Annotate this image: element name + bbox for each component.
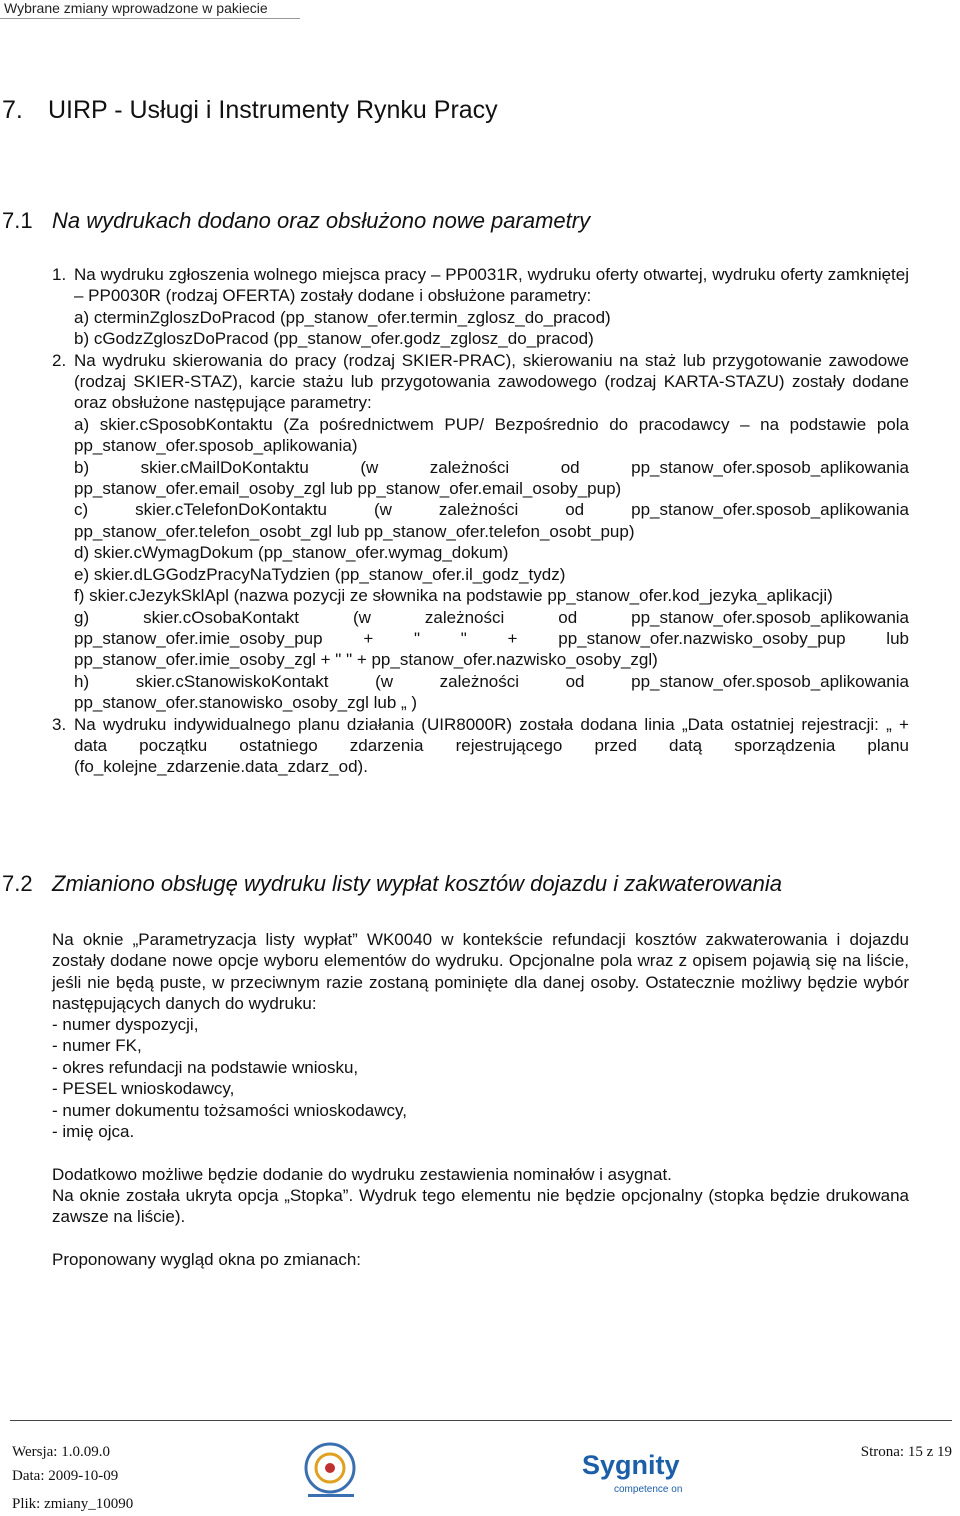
extra-paragraph-1: Dodatkowo możliwe będzie dodanie do wydruku zestawienia nominałów i asygnat. <box>52 1165 672 1184</box>
footer-page-number: Strona: 15 z 19 <box>860 1444 952 1460</box>
section-number: 7.1 <box>2 208 33 233</box>
list-item: - okres refundacji na podstawie wniosku, <box>52 1057 359 1077</box>
header-text: Wybrane zmiany wprowadzone w pakiecie <box>4 0 268 16</box>
section-7-1-body <box>0 264 960 778</box>
header-rule <box>0 18 300 19</box>
section-title: Na wydrukach dodano oraz obsłużono nowe parametry <box>52 208 591 233</box>
param-b: b) cGodzZgloszDoPracod (pp_stanow_ofer.godz_zglosz_do_pracod) <box>74 329 594 349</box>
item-text: Na wydruku indywidualnego planu działania (UIR8000R) została dodana linia „Data ostatniej rejestracji: „ + data początku ostatniego zdarzenia rejestrującego przed datą sporządzenia planu (fo_kolejne_zdarzenie.data_zdarz_od). <box>74 714 909 777</box>
options-list <box>52 1014 909 1142</box>
footer-date: Data: 2009-10-09 <box>12 1468 119 1484</box>
param-b: b) skier.cMailDoKontaktu (w zależności od pp_stanow_ofer.sposob_aplikowania pp_stanow_ofer.email_osoby_zgl lub pp_stanow_ofer.email_osoby_pup) <box>74 457 909 499</box>
param-e: e) skier.dLGGodzPracyNaTydzien (pp_stanow_ofer.il_godz_tydz) <box>74 564 566 584</box>
sygnity-logo-icon <box>578 1442 708 1502</box>
param-g: g) skier.cOsobaKontakt (w zależności od pp_stanow_ofer.sposob_aplikowania pp_stanow_ofer.imie_osoby_pup + " " + pp_stanow_ofer.nazwisko_osoby_pup lub pp_stanow_ofer.imie_osoby_zgl + " " + pp_stanow_ofer.nazwisko_osoby_zgl) <box>74 607 909 670</box>
section-title: UIRP - Usługi i Instrumenty Rynku Pracy <box>48 96 498 124</box>
extra-paragraph-2: Na oknie została ukryta opcja „Stopka”. Wydruk tego elementu nie będzie opcjonalny (stopka będzie drukowana zawsze na liście). <box>52 1186 909 1227</box>
section-7-1-heading <box>2 208 590 234</box>
param-f: f) skier.cJezykSklApl (nazwa pozycji ze słownika na podstawie pp_stanow_ofer.kod_jezyka_aplikacji) <box>74 586 833 606</box>
param-a: a) cterminZgloszDoPracod (pp_stanow_ofer.termin_zglosz_do_pracod) <box>74 307 611 327</box>
param-a: a) skier.cSposobKontaktu (Za pośrednictwem PUP/ Bezpośrednio do pracodawcy – na podstawie pola pp_stanow_ofer.sposob_aplikowania) <box>74 414 909 456</box>
item-number: 3. <box>52 714 67 734</box>
page-header <box>0 0 960 22</box>
item-text: Na wydruku skierowania do pracy (rodzaj SKIER-PRAC), skierowaniu na staż lub przygotowanie zawodowe (rodzaj SKIER-STAZ), karcie stażu lub przygotowania zawodowego (rodzaj KARTA-STAZU) zostały dodane oraz obsłużone następujące parametry: <box>74 350 909 413</box>
footer-file: Plik: zmiany_10090 <box>12 1496 134 1512</box>
section-7-heading <box>2 96 498 125</box>
list-item-1 <box>0 264 909 350</box>
page-footer <box>0 1420 960 1516</box>
footer-rule <box>10 1420 952 1421</box>
section-title: Zmianiono obsługę wydruku listy wypłat kosztów dojazdu i zakwaterowania <box>52 871 783 896</box>
list-item: - numer dokumentu tożsamości wnioskodawcy, <box>52 1100 407 1120</box>
item-number: 2. <box>52 350 67 370</box>
sygnity-logo-tagline: competence on <box>614 1484 683 1495</box>
param-h: h) skier.cStanowiskoKontakt (w zależności od pp_stanow_ofer.sposob_aplikowania pp_stanow_ofer.stanowisko_osoby_zgl lub „ ) <box>74 671 909 713</box>
item-number: 1. <box>52 265 67 284</box>
item-text: Na wydruku zgłoszenia wolnego miejsca pracy – PP0031R, wydruku oferty otwartej, wydruku oferty zamkniętej – PP0030R (rodzaj OFERTA) zostały dodane i obsłużone parametry: <box>74 265 909 306</box>
list-item: - numer dyspozycji, <box>52 1015 199 1034</box>
list-item: - numer FK, <box>52 1036 142 1056</box>
list-item: - PESEL wnioskodawcy, <box>52 1079 235 1099</box>
list-item-2 <box>0 350 909 714</box>
proposed-caption: Proponowany wygląd okna po zmianach: <box>52 1250 362 1269</box>
kapital-ludzki-logo-icon <box>300 1438 372 1504</box>
footer-version: Wersja: 1.0.09.0 <box>12 1444 110 1460</box>
list-item-3 <box>0 714 909 778</box>
section-number: 7.2 <box>2 871 33 896</box>
param-d: d) skier.cWymagDokum (pp_stanow_ofer.wymag_dokum) <box>74 543 509 563</box>
param-c: c) skier.cTelefonDoKontaktu (w zależności od pp_stanow_ofer.sposob_aplikowania pp_stanow_ofer.telefon_osobt_zgl lub pp_stanow_ofer.telefon_osobt_pup) <box>74 500 909 541</box>
section-7-2-intro: Na oknie „Parametryzacja listy wypłat” WK0040 w kontekście refundacji kosztów zakwaterowania i dojazdu zostały dodane nowe opcje wyboru elementów do wydruku. Opcjonalne pola wraz z opisem pojawią się na liście, jeśli nie będą puste, w przeciwnym razie zostaną pominięte dla danej osoby. Ostatecznie możliwy będzie wybór następujących danych do wydruku: <box>52 930 909 1014</box>
list-item: - imię ojca. <box>52 1122 135 1142</box>
section-7-2-heading <box>2 871 782 897</box>
section-number: 7. <box>2 96 23 124</box>
sygnity-logo-text: Sygnity <box>582 1450 680 1480</box>
sygnity-logo <box>578 1442 708 1502</box>
